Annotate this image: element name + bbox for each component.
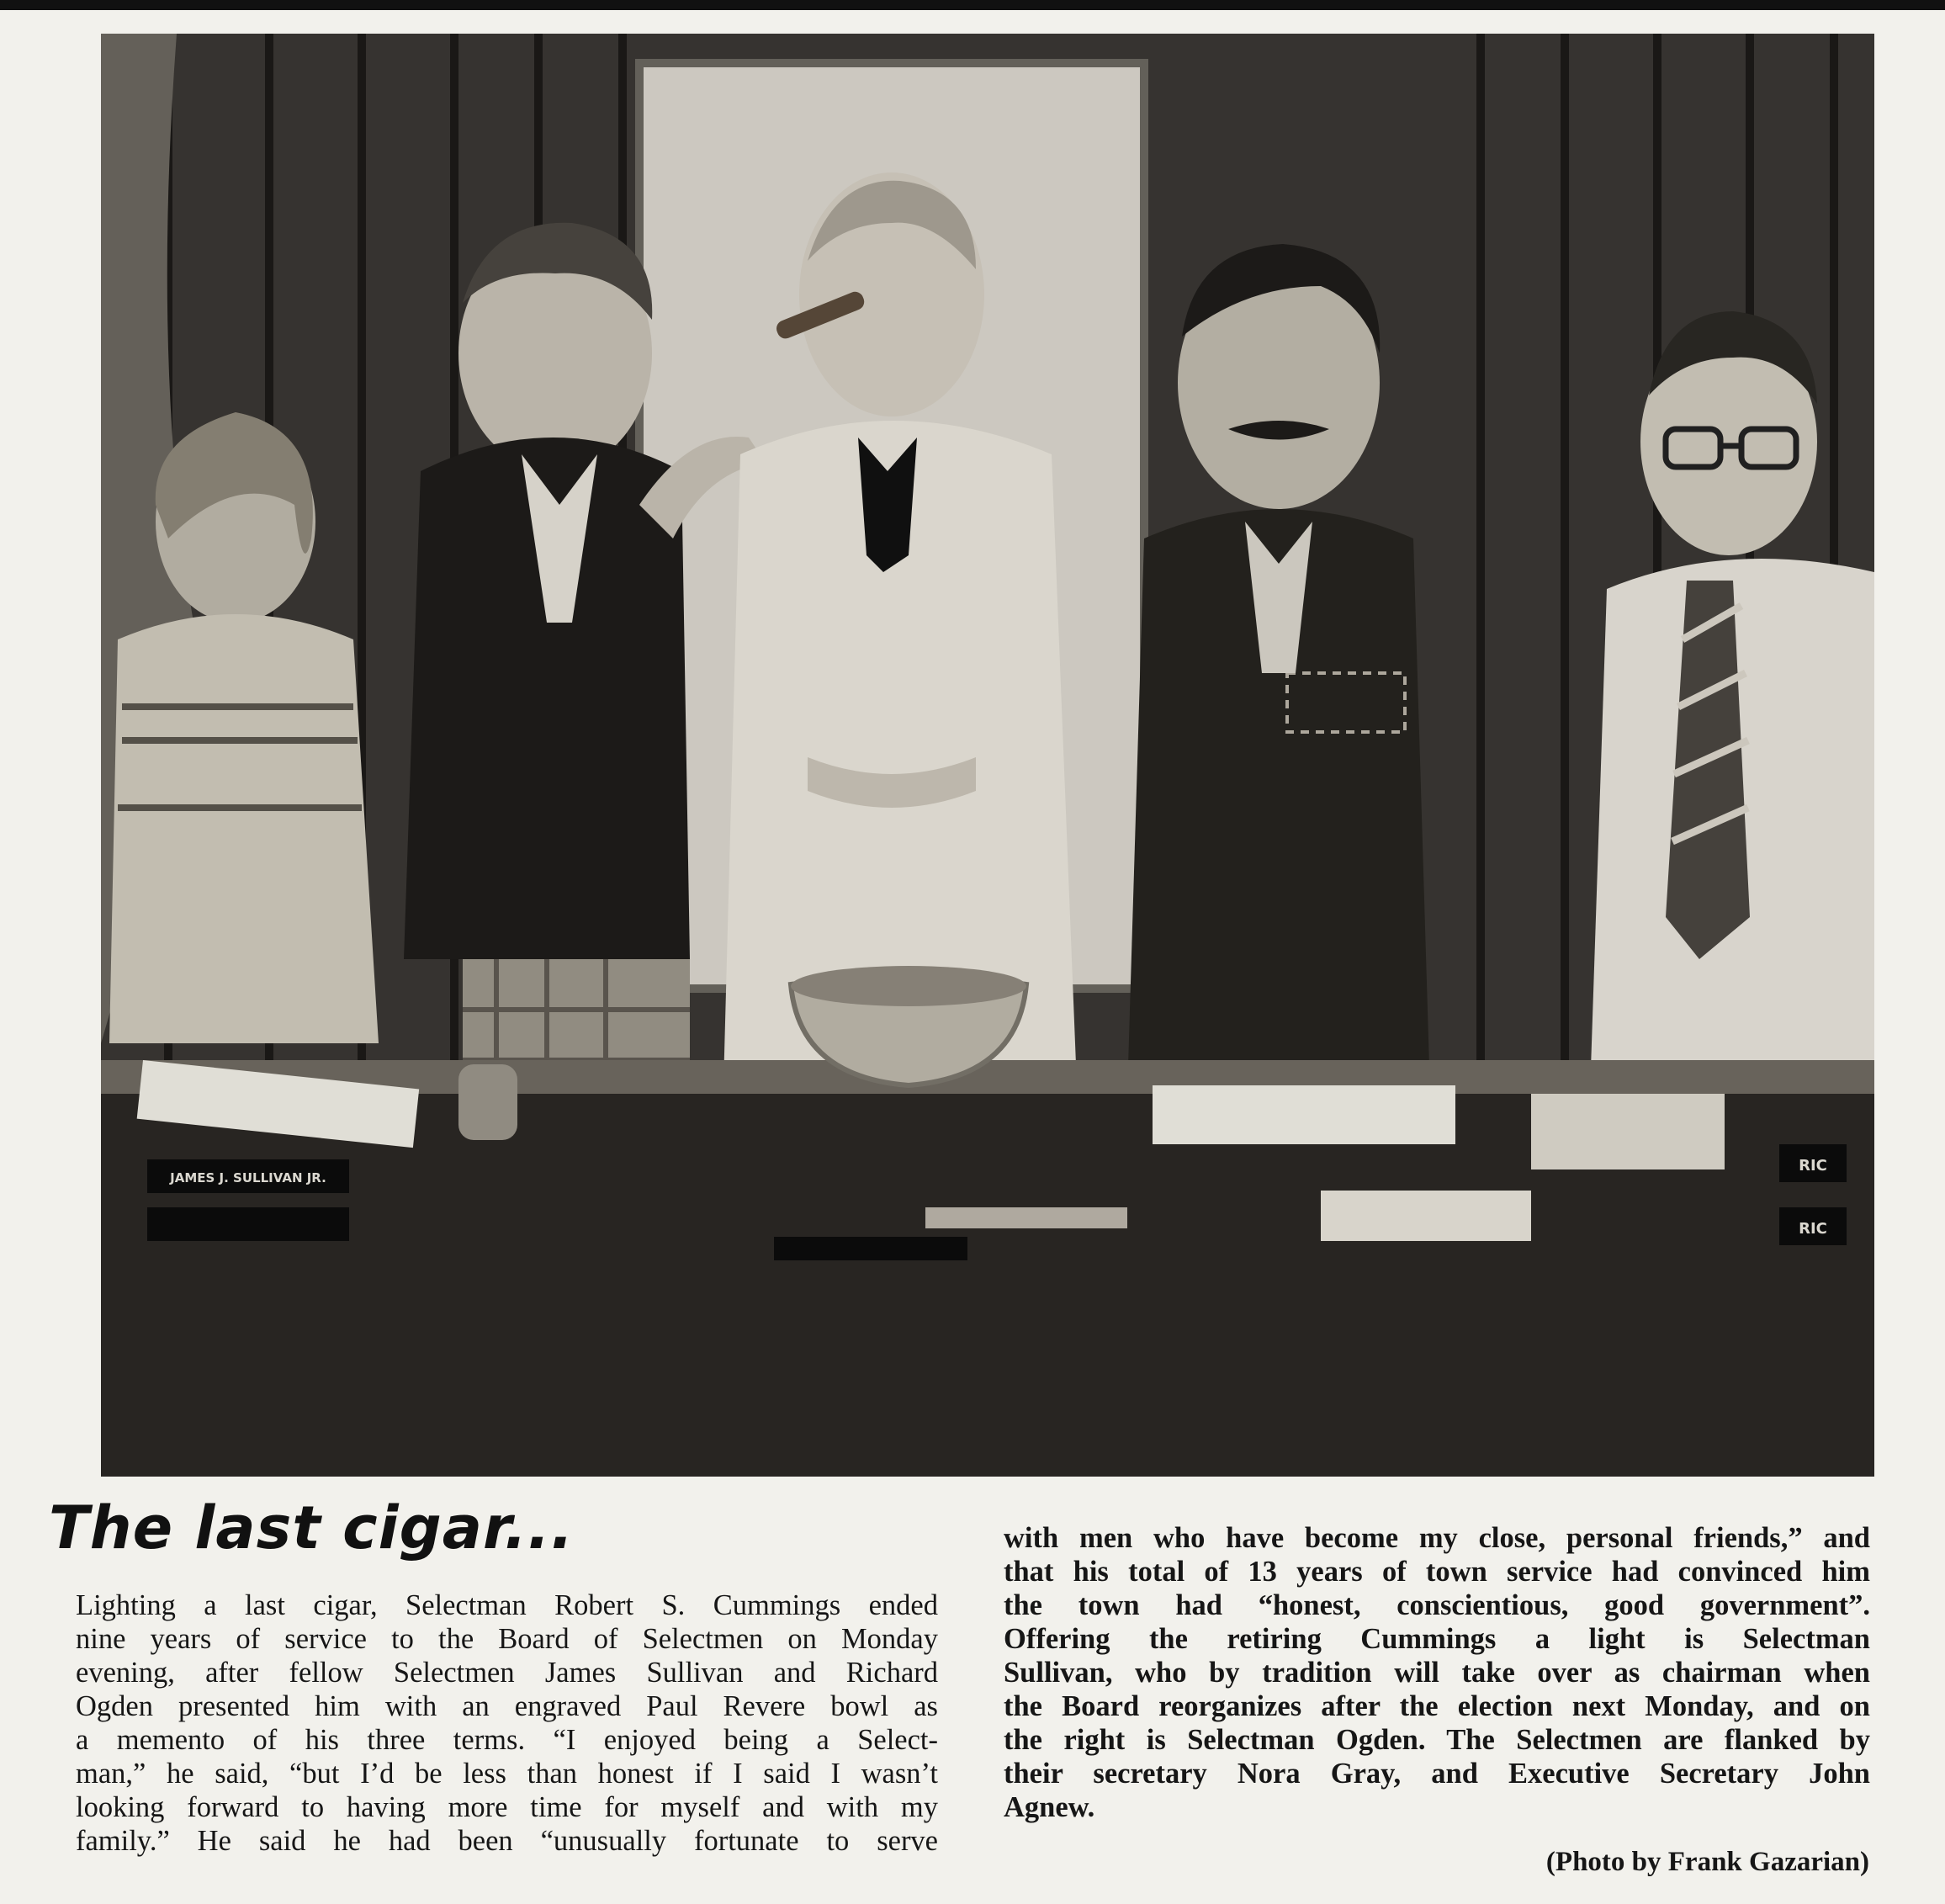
caption-line: their secretary Nora Gray, and Executive Secretary John: [1004, 1758, 1870, 1790]
caption-column-2: [1004, 1521, 1870, 1824]
caption-line: Lighting a last cigar, Selectman Robert S. Cummings ended: [76, 1589, 938, 1621]
top-rule: [0, 0, 1945, 10]
caption-line: man,” he said, “but I’d be less than honest if I said I wasn’t: [76, 1758, 938, 1790]
nameplate-sullivan: JAMES J. SULLIVAN JR.: [170, 1170, 326, 1185]
nameplate-right-top: RIC: [1799, 1157, 1827, 1175]
caption-line: that his total of 13 years of town service had convinced him: [1004, 1556, 1870, 1588]
photo-illustration: [101, 34, 1874, 1477]
photo-credit: (Photo by Frank Gazarian): [1545, 1847, 1869, 1877]
headline: The last cigar...: [49, 1493, 575, 1562]
nameplate-right-bottom: RIC: [1799, 1220, 1827, 1238]
caption-line: the right is Selectman Ogden. The Selectmen are flanked by: [1004, 1724, 1870, 1756]
caption-line: Ogden presented him with an engraved Paul Revere bowl as: [76, 1690, 938, 1722]
caption-line: nine years of service to the Board of Selectmen on Monday: [76, 1623, 938, 1655]
caption-line: Agnew.: [1004, 1791, 1095, 1823]
news-photo: [101, 34, 1874, 1477]
caption-column-1: [76, 1588, 938, 1858]
caption-line: family.” He said he had been “unusually fortunate to serve: [76, 1825, 938, 1857]
caption-line: evening, after fellow Selectmen James Sullivan and Richard: [76, 1657, 938, 1689]
caption-line: Offering the retiring Cummings a light is Selectman: [1004, 1623, 1870, 1655]
caption-line: the Board reorganizes after the election next Monday, and on: [1004, 1690, 1870, 1722]
caption-line: the town had “honest, conscientious, good government”.: [1004, 1589, 1870, 1621]
caption-line: a memento of his three terms. “I enjoyed being a Select-: [76, 1724, 938, 1756]
caption-line: looking forward to having more time for myself and with my: [76, 1791, 938, 1823]
caption-line: Sullivan, who by tradition will take over as chairman when: [1004, 1657, 1870, 1689]
caption-line: with men who have become my close, personal friends,” and: [1004, 1522, 1870, 1554]
